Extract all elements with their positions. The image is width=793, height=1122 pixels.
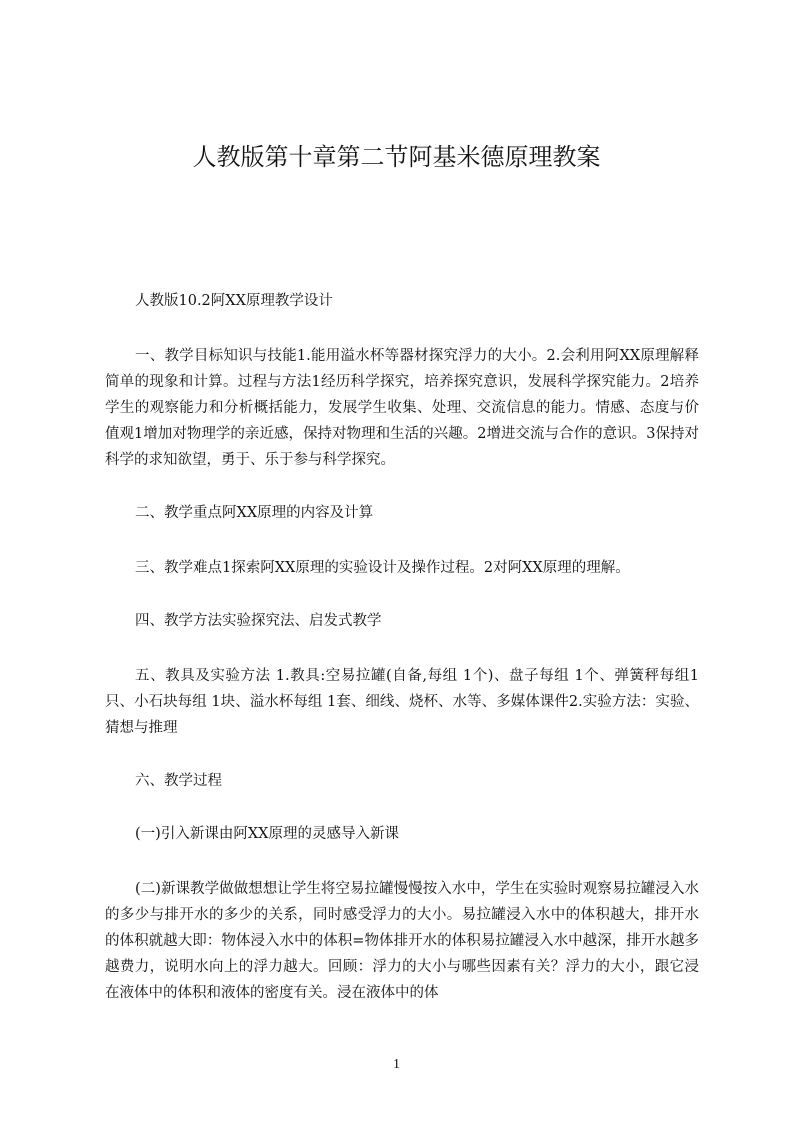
paragraph-equipment-and-methods: 五、教具及实验方法 1.教具:空易拉罐(自备,每组 1个)、盘子每组 1个、弹簧秤每组1只、小石块每组 1块、溢水杯每组 1套、细线、烧杯、水等、多媒体课件2.实验方法：实验、猜想与推理 [105,668,699,736]
paragraph-new-lesson-teaching: (二)新课教学做做想想让学生将空易拉罐慢慢按入水中，学生在实验时观察易拉罐浸入水的多少与排开水的多少的关系，同时感受浮力的大小。易拉罐浸入水中的体积越大，排开水的体积就越大即：物体浸入水中的体积=物体排开水的体积易拉罐浸入水中越深，排开水越多越费力，说明水向上的浮力越大。回顾：浮力的大小与哪些因素有关？浮力的大小，跟它浸在液体中的体积和液体的密度有关。浸在液体中的体 [105,881,699,1001]
paragraph-design-heading: 人教版10.2阿XX原理教学设计 [135,293,333,309]
paragraph-teaching-method: 四、教学方法实验探究法、启发式教学 [135,613,382,629]
document-title: 人教版第十章第二节阿基米德原理教案 [192,143,601,171]
paragraph-lesson-introduction: (一)引入新课由阿XX原理的灵感导入新课 [135,826,399,842]
paragraph-teaching-focus: 二、教学重点阿XX原理的内容及计算 [135,505,374,521]
paragraph-teaching-difficulty: 三、教学难点1探索阿XX原理的实验设计及操作过程。2对阿XX原理的理解。 [135,560,630,576]
paragraph-teaching-objectives: 一、教学目标知识与技能1.能用溢水杯等器材探究浮力的大小。2.会利用阿XX原理解释简单的现象和计算。过程与方法1经历科学探究，培养探究意识，发展科学探究能力。2培养学生的观察能力和分析概括能力，发展学生收集、处理、交流信息的能力。情感、态度与价值观1增加对物理学的亲近感，保持对物理和生活的兴趣。2增进交流与合作的意识。3保持对科学的求知欲望，勇于、乐于参与科学探究。 [105,348,699,468]
page-number: 1 [393,1057,400,1072]
paragraph-teaching-process: 六、教学过程 [135,773,222,789]
